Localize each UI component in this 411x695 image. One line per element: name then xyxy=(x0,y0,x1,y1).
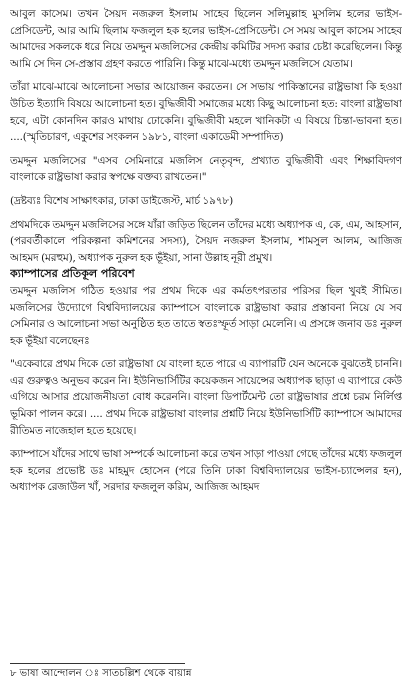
paragraph-response: ক্যাম্পাসে যাঁদের সাথে ভাষা সম্পর্কে আলোচনা করে তখন সাড়া পাওয়া গেছে তাঁদের মধ্যে ফজলুল হক হলের প্রভোষ্ট ডঃ মাহমুদ হোসেন (পরে তিনি ঢাকা বিশ্ববিদ্যালয়ের ভাইস-চ্যান্সেলর হন), অধ্যাপক রেজাউল খাঁ, সরদার ফজলুল করিম, আজিজ আহমদ xyxy=(10,448,402,494)
paragraph-seminars: তমদ্দুন মজলিসের "এসব সেমিনারে মজলিস নেতৃবৃন্দ, প্রখ্যাত বুদ্ধিজীবী এবং শিক্ষাবিদগণ বাংলাকে রাষ্ট্রভাষা করার স্বপক্ষে বক্তব্য রাখতেন।" xyxy=(10,154,402,184)
paragraph-quote: "একেবারে প্রথম দিকে তো রাষ্ট্রভাষা যে বাংলা হতে পারে এ ব্যাপারটি যেন অনেকে বুঝতেই চাননি। এর গুরুত্বও অনুভব করেন নি। ইউনিভার্সিটির কয়েকজন সায়েন্সের অধ্যাপক ছাড়া এ ব্যাপারে কেউ এগিয়ে আসার প্রয়োজনীয়তা বোধ করেননি। বাংলা ডিপার্টমেন্ট তো রাষ্ট্রভাষার প্রশ্নে চরম নির্লিপ্ত ভূমিকা পালন করে। .... প্রথম দিকে রাষ্ট্রভাষা বাংলার প্রশ্নটি নিয়ে ইউনিভার্সিটি ক্যাম্পাসে আমাদের রীতিমত নাজেহাল হতে হয়েছে। xyxy=(10,358,402,437)
paragraph-intro: আবুল কাসেম। তখন সৈয়দ নজরুল ইসলাম সাহেব ছিলেন সলিমুল্লাহ মুসলিম হলের ভাইস-প্রেসিডেন্ট, আর আমি ছিলাম ফজলুল হক হলের ভাইস-প্রেসিডেন্ট। সে সময় আবুল কাসেম সাহেব আমাদের সকলকে ধরে নিয়ে তমদ্দুন মজলিসের কেন্দ্রীয় কমিটির সদস্য করার চেষ্টা করেছিলেন। কিন্তু আমি সে দিন সে-প্রস্তাব গ্রহণ করতে পারিনি। কিন্তু মাঝে-মধ্যে তমদ্দুন মজলিসে যেতাম। xyxy=(10,8,402,70)
paragraph-campus: তমদ্দুন মজলিস গঠিত হওয়ার পর প্রথম দিকে এর কর্মতৎপরতার পরিসর ছিল খুবই সীমিত। মজলিসের উদ্যোগে বিশ্ববিদ্যালয়ের ক্যাম্পাসে বাংলাকে রাষ্ট্রভাষা করার প্রস্তাবনা নিয়ে যে সব সেমিনার ও আলোচনা সভা অনুষ্ঠিত হত তাতে স্বতঃস্ফূর্ত সাড়া মেলেনি। এ প্রসঙ্গে জনাব ডঃ নুরুল হক ভূঁইয়া বলেছেনঃ xyxy=(10,284,402,347)
paragraph-discussions: তাঁরা মাঝে-মাঝে আলোচনা সভার আয়োজন করতেন। সে সভায় পাকিস্তানের রাষ্ট্রভাষা কি হওয়া উচিত ইত্যাদি বিষয়ে আলোচনা হত। বুদ্ধিজীবী সমাজের মধ্যে কিছু আলোচনা হত: বাংলা রাষ্ট্রভাষা হবে, এটা কোনদিন কারও মাথায় ঢোকেনি। বুদ্ধিজীবী মহলে খানিকটা এ বিষয়ে চিন্তা-ভাবনা হত। ....(স্মৃতিচারণ, একুশের সংকলন ১৯৮১, বাংলা একাডেমী সম্পাদিত) xyxy=(10,81,402,144)
section-heading: ক্যাম্পাসের প্রতিকূল পরিবেশ xyxy=(10,267,135,281)
paragraph-citation: (দ্রষ্টব্যঃ বিশেষ সাক্ষাৎকার, ঢাকা ডাইজেস্ট, মার্চ ১৯৭৮) xyxy=(10,194,234,207)
footer-divider xyxy=(10,663,185,664)
paragraph-members: প্রথমদিকে তমদ্দুন মজলিসের সঙ্গে যাঁরা জড়িত ছিলেন তাঁদের মধ্যে অধ্যাপক এ, কে, এম, আহসান, (পরবর্তীকালে পরিকল্পনা কমিশনের সদস্য), সৈয়দ নজরুল ইসলাম, শামসুল আলম, আজিজ আহমদ (মরহুম), অধ্যাপক নুরুল হক ভূঁইয়া, সানা উল্লাহ নূরী প্রমুখ। xyxy=(10,218,402,264)
page-footer: ৮ ভাষা আন্দোলন ঃ সাতচল্লিশ থেকে বায়ান্ন xyxy=(10,668,192,679)
document-page xyxy=(10,6,402,689)
